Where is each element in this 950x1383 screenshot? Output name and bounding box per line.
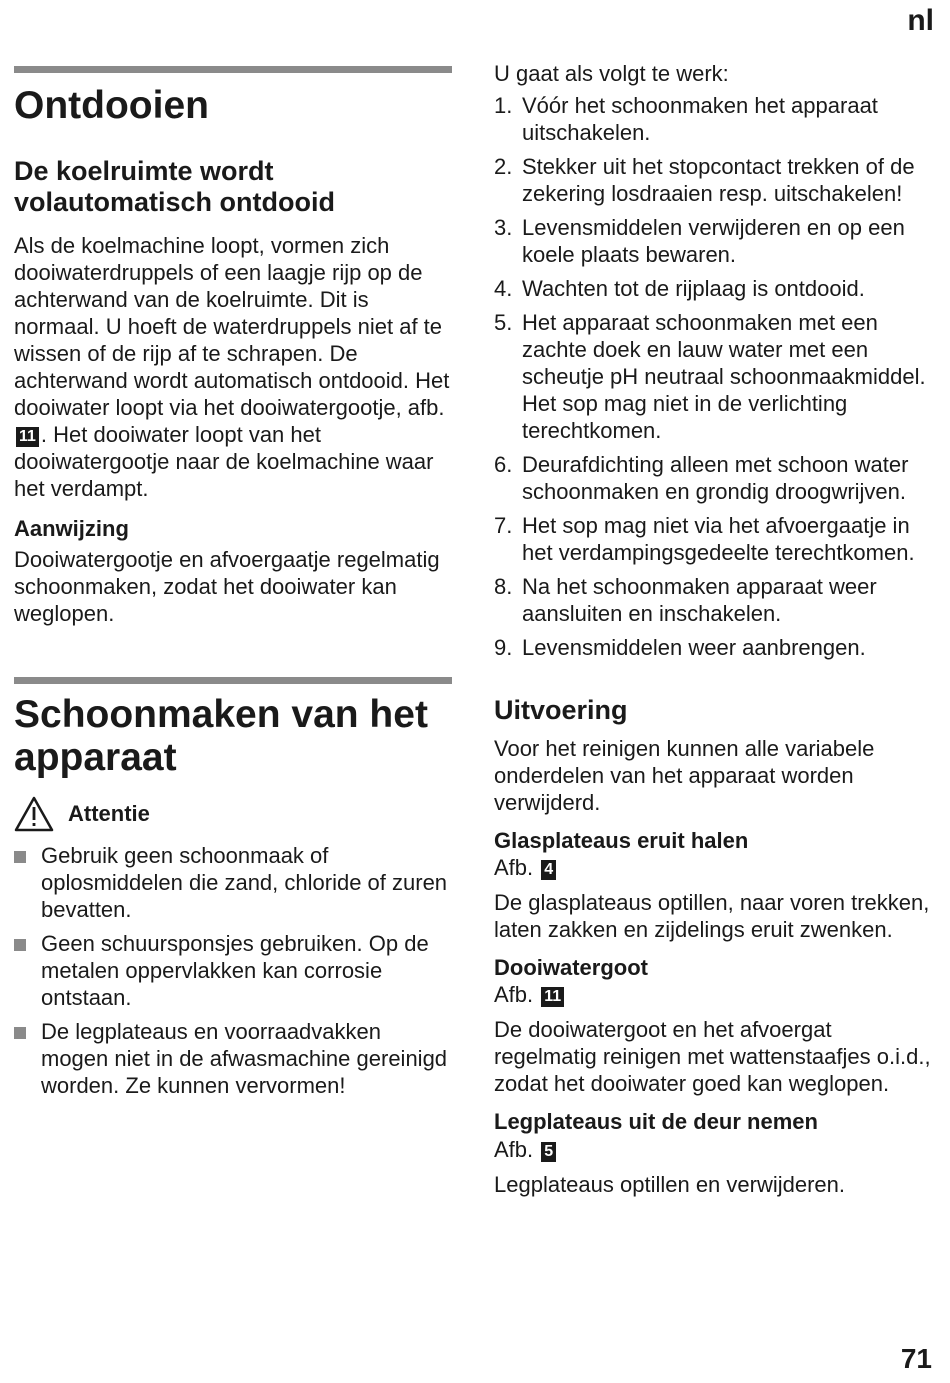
section-title-schoonmaken: Schoonmaken van het apparaat <box>14 693 428 780</box>
legplateaus-title: Legplateaus uit de deur nemen <box>494 1109 818 1135</box>
list-item: 7. Het sop mag niet via het afvoergaatje in het verdampingsgedeelte terechtkomen. <box>494 513 915 565</box>
dooiwatergoot-text: De dooiwatergoot en het afvoergat regelmatig reinigen met wattenstaafjes o.i.d., zodat het dooiwater goed kan weglopen. <box>494 1017 931 1097</box>
language-code: nl <box>907 4 934 37</box>
warning-triangle-icon <box>14 796 54 832</box>
list-item: 5. Het apparaat schoonmaken met een zachte doek en lauw water met een scheutje pH neutraal schoonmaakmiddel. Het sop mag niet in de verlichting terechtkomen. <box>494 310 926 443</box>
figure-badge-4: 4 <box>541 860 556 880</box>
list-item: 4. Wachten tot de rijplaag is ontdooid. <box>494 276 865 301</box>
section-rule <box>14 677 452 684</box>
figure-reference: Afb. 11 <box>494 981 934 1008</box>
list-item: 3. Levensmiddelen verwijderen en op een koele plaats bewaren. <box>494 215 905 267</box>
glasplateaus-title: Glasplateaus eruit halen <box>494 827 749 853</box>
list-item: 2. Stekker uit het stopcontact trekken of de zekering losdraaien resp. uitschakelen! <box>494 154 915 206</box>
subsection-title: De koelruimte wordt volautomatisch ontdooid <box>14 155 335 218</box>
figure-reference: Afb. 5 <box>494 1136 934 1163</box>
uitvoering-text: Voor het reinigen kunnen alle variabele onderdelen van het apparaat worden verwijderd. <box>494 735 875 815</box>
section-title-ontdooien: Ontdooien <box>14 84 209 127</box>
figure-badge-11: 11 <box>16 427 39 447</box>
list-item: 6. Deurafdichting alleen met schoon water schoonmaken en grondig droogwrijven. <box>494 452 909 504</box>
section-rule <box>14 66 452 73</box>
note-text: Dooiwatergootje en afvoergaatje regelmatig schoonmaken, zodat het dooiwater kan weglopen. <box>14 547 440 627</box>
dooiwatergoot-title: Dooiwatergoot <box>494 954 648 980</box>
figure-badge-5: 5 <box>541 1142 556 1162</box>
left-column <box>14 0 452 1106</box>
warning-list <box>14 842 452 1099</box>
list-item: 9. Levensmiddelen weer aanbrengen. <box>494 635 866 660</box>
list-item: Gebruik geen schoonmaak of oplosmiddelen die zand, chloride of zuren bevatten. <box>14 842 452 923</box>
list-item: De legplateaus en voorraadvakken mogen niet in de afwasmachine gereinigd worden. Ze kunnen vervormen! <box>14 1018 452 1099</box>
figure-badge-11: 11 <box>541 987 564 1007</box>
note-title: Aanwijzing <box>14 516 129 542</box>
legplateaus-text: Legplateaus optillen en verwijderen. <box>494 1171 846 1197</box>
list-item: Geen schuursponsjes gebruiken. Op de metalen oppervlakken kan corrosie ontstaan. <box>14 930 452 1011</box>
list-item: 8. Na het schoonmaken apparaat weer aansluiten en inschakelen. <box>494 574 877 626</box>
list-item: 1. Vóór het schoonmaken het apparaat uitschakelen. <box>494 93 878 145</box>
uitvoering-title: Uitvoering <box>494 695 628 725</box>
right-column <box>494 60 934 1198</box>
attention-label: Attentie <box>68 801 150 827</box>
steps-intro: U gaat als volgt te werk: <box>494 61 729 86</box>
attention-block <box>14 796 452 832</box>
defrost-paragraph: Als de koelmachine loopt, vormen zich dooiwaterdruppels of een laagje rijp op de achterwand van de koelruimte. Dit is normaal. U hoeft de waterdruppels niet af te wissen of de rijp af te schrapen. De achterwand wordt automatisch ontdooid. Het dooiwater loopt via het dooiwatergootje, afb. 11 . Het dooiwater loopt van het dooiwatergootje naar de koelmachine waar het verdampt. <box>14 233 450 502</box>
page-number: 71 <box>900 1343 932 1374</box>
cleaning-steps <box>494 92 934 661</box>
glasplateaus-text: De glasplateaus optillen, naar voren trekken, laten zakken en zijdelings eruit zwenken. <box>494 889 930 942</box>
figure-reference: Afb. 4 <box>494 854 934 881</box>
